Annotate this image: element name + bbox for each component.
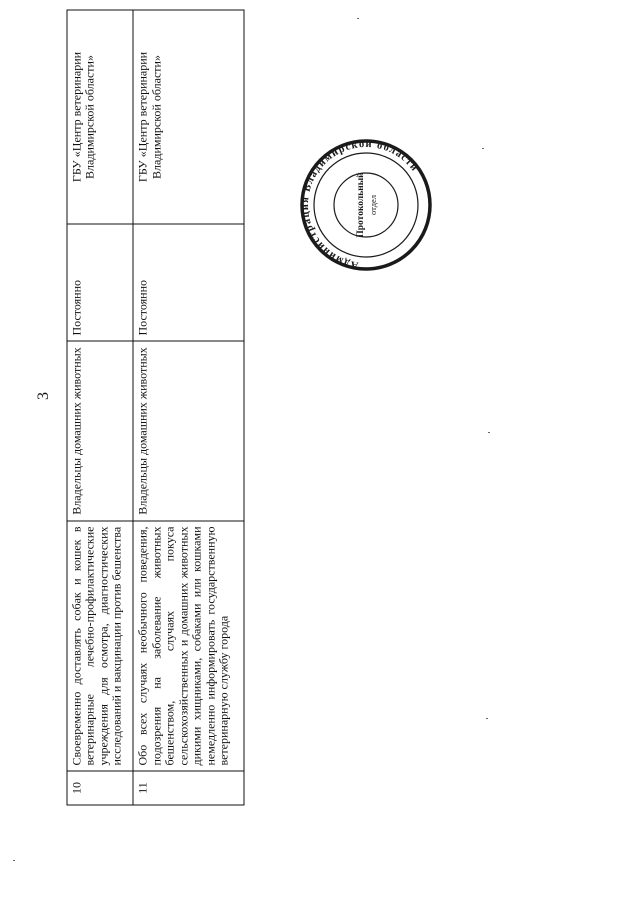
scan-speck bbox=[357, 18, 359, 19]
measures-table bbox=[66, 9, 244, 805]
deadline: Постоянно bbox=[133, 224, 244, 341]
table-row bbox=[133, 10, 244, 805]
row-number: 10 bbox=[67, 771, 133, 805]
scan-speck bbox=[482, 148, 484, 149]
official-seal bbox=[296, 135, 436, 275]
deadline: Постоянно bbox=[67, 224, 133, 341]
executor: ГБУ «Центр ветеринарии Владимирской области» bbox=[133, 10, 244, 224]
table-row bbox=[67, 10, 133, 805]
page-number: 3 bbox=[35, 392, 52, 400]
executor: ГБУ «Центр ветеринарии Владимирской области» bbox=[67, 10, 133, 224]
scan-speck bbox=[488, 432, 490, 433]
row-number: 11 bbox=[133, 771, 244, 805]
responsible-party: Владельцы домашних животных bbox=[133, 341, 244, 521]
rotated-table-container bbox=[66, 10, 244, 805]
responsible-party: Владельцы домашних животных bbox=[67, 341, 133, 521]
measure-text: Своевременно доставлять собак и кошек в ветеринарные лечебно-профилактические учреждения для осмотра, диагностических исследований и вакцинации против бешенства bbox=[67, 521, 133, 771]
seal-ring-text: Администрация Владимирской области bbox=[299, 138, 421, 271]
seal-center-line1: Протокольный bbox=[356, 172, 366, 238]
seal-center-line2: отдел bbox=[368, 194, 378, 216]
measure-text: Обо всех случаях необычного поведения, подозрения на заболевание животных бешенством, случаях покуса сельскохозяйственных и домашних животных дикими хищниками, собаками или кошками немедленно информировать государственную ветеринарную службу города bbox=[133, 521, 244, 771]
measures-table-wrapper bbox=[66, 10, 244, 805]
scan-speck bbox=[486, 718, 488, 719]
scan-speck bbox=[13, 860, 15, 861]
